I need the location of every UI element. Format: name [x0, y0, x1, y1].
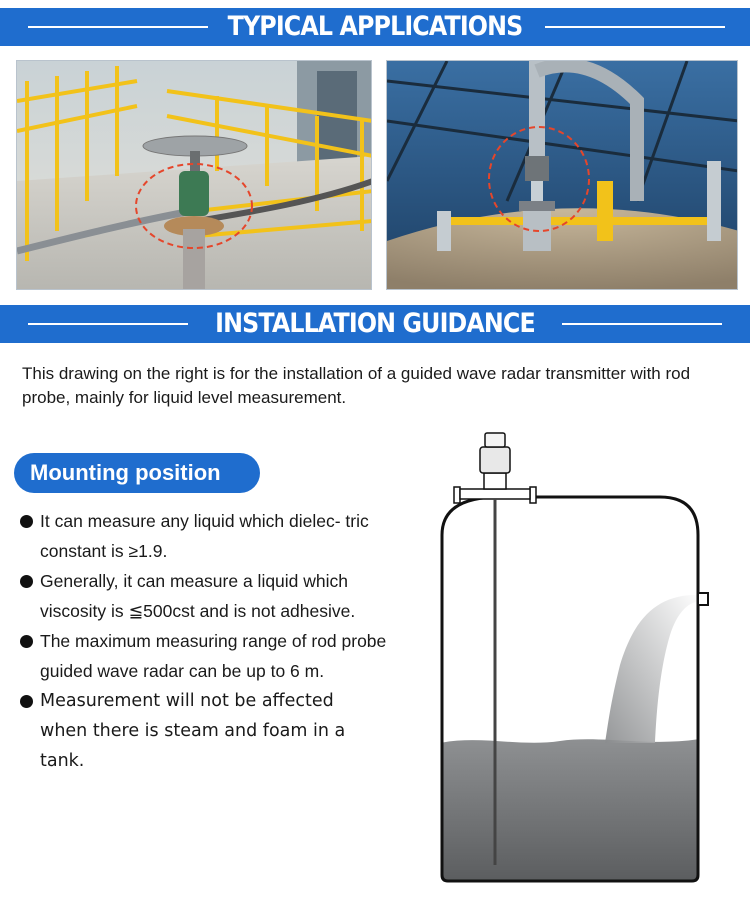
bullet-dot-icon — [20, 695, 33, 708]
mounting-bullet-text: Measurement will not be affected when there is steam and foam in a tank. — [40, 691, 346, 771]
mounting-bullet-list — [20, 506, 420, 776]
mounting-bullet-item — [20, 566, 385, 626]
intro-text: This drawing on the right is for the installation of a guided wave radar transmitter with rod probe, mainly for liquid level measurement. — [22, 364, 691, 407]
bullet-dot-icon — [20, 515, 33, 528]
bullet-dot-icon — [20, 635, 33, 648]
installation-banner — [0, 305, 750, 343]
application-photo-tank-top — [386, 60, 738, 290]
applications-title: TYPICAL APPLICATIONS — [227, 11, 523, 42]
mounting-bullet-text: Generally, it can measure a liquid which viscosity is ≦500cst and is not adhesive. — [40, 571, 356, 621]
tank-installation-diagram — [430, 425, 730, 895]
mounting-bullet-item — [20, 506, 405, 566]
mounting-bullet-item — [20, 626, 400, 686]
mounting-bullet-item — [20, 686, 380, 776]
applications-banner — [0, 8, 750, 46]
mounting-bullet-text: The maximum measuring range of rod probe guided wave radar can be up to 6 m. — [40, 631, 387, 681]
bullet-dot-icon — [20, 575, 33, 588]
mounting-position-heading: Mounting position — [14, 453, 260, 493]
mounting-bullet-text: It can measure any liquid which dielec- tric constant is ≥1.9. — [40, 511, 369, 561]
installation-title: INSTALLATION GUIDANCE — [215, 308, 535, 339]
application-photo-rooftop — [16, 60, 372, 290]
